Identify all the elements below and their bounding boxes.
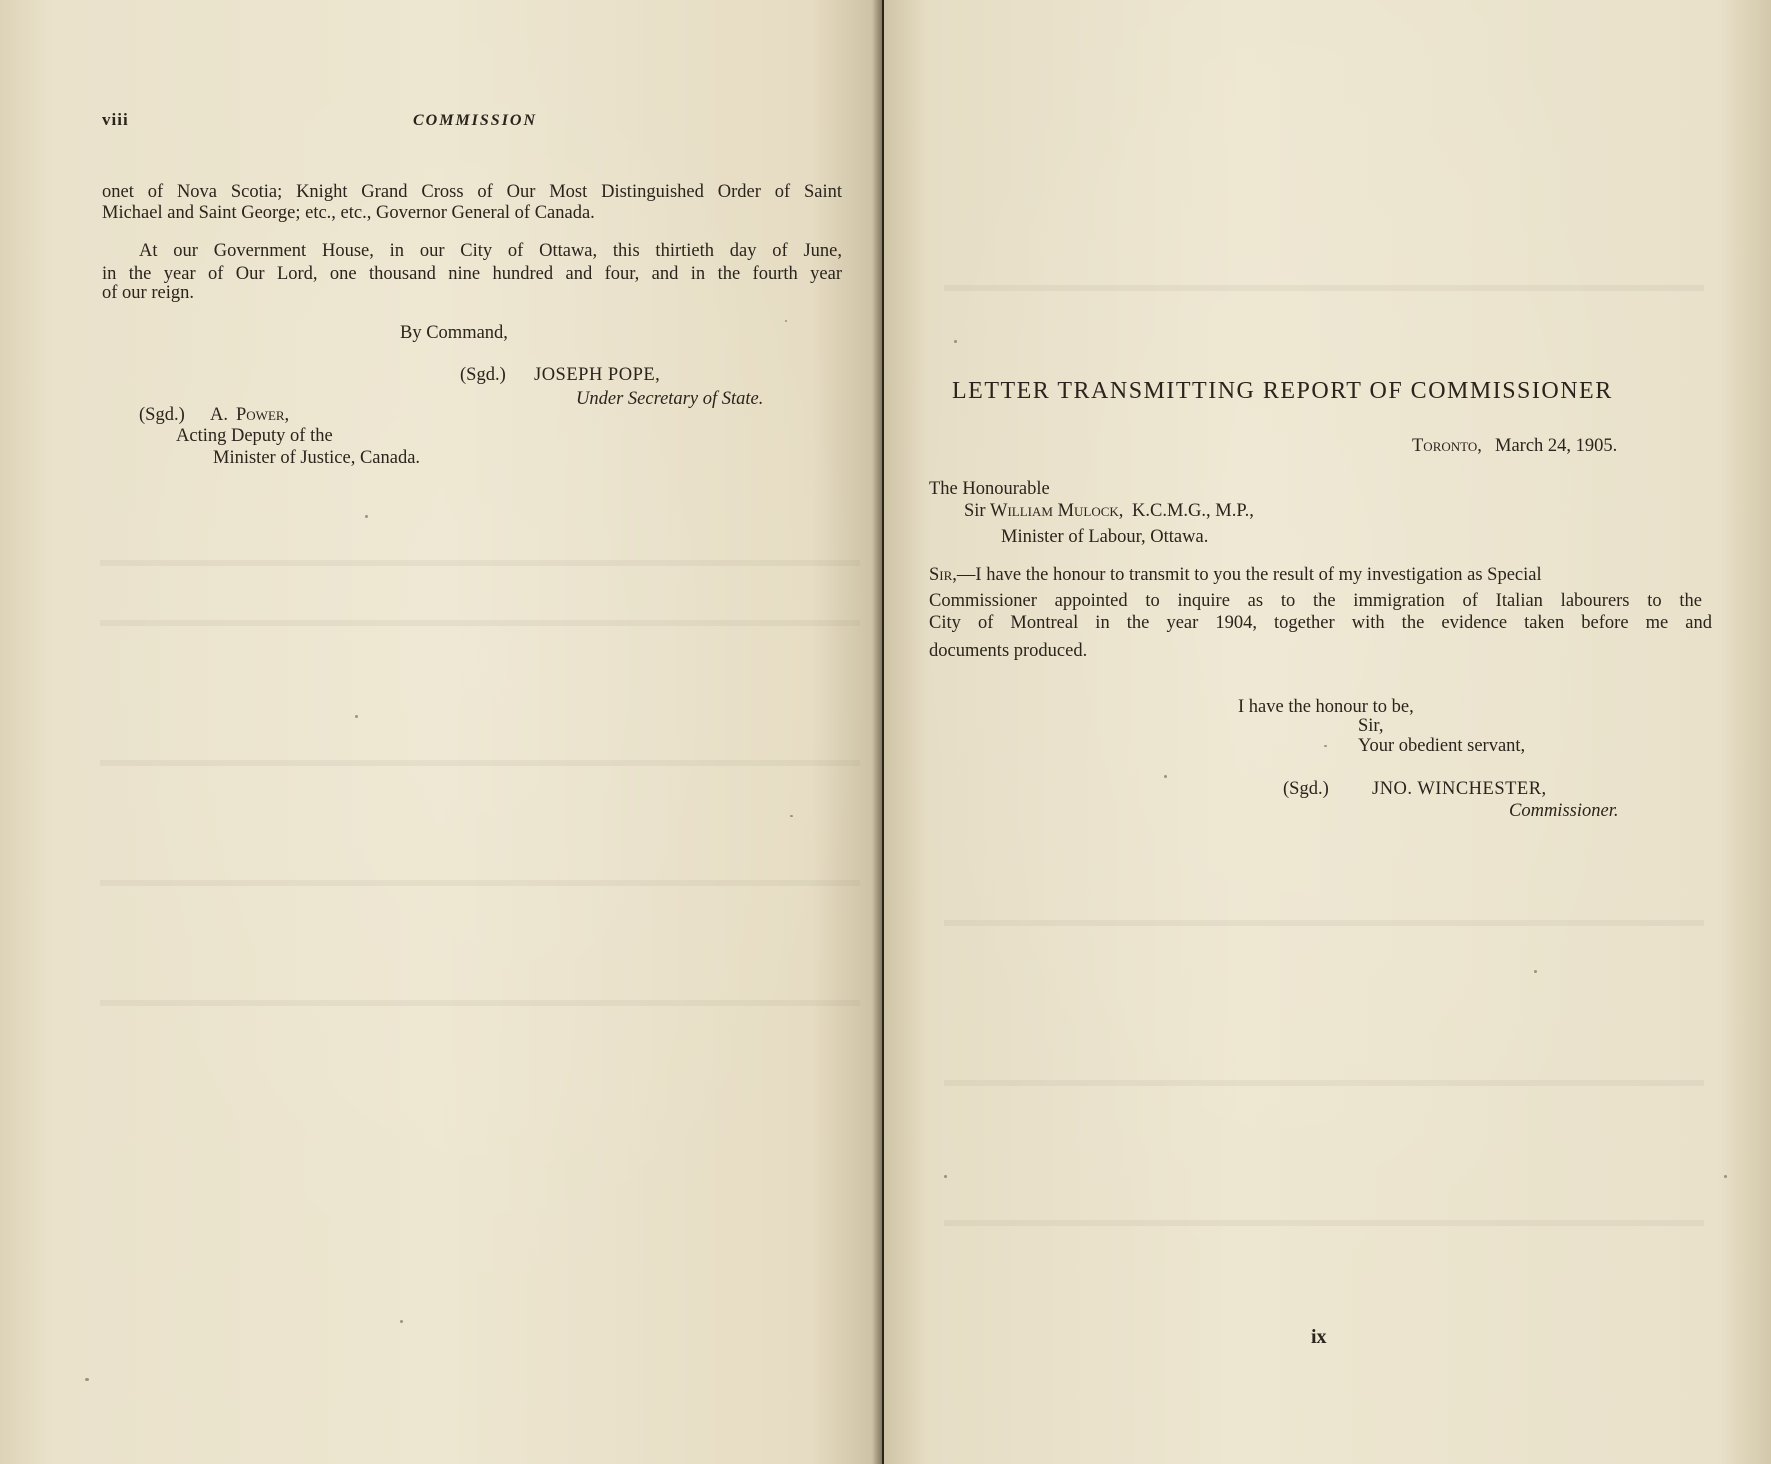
- letter-body-line: documents produced.: [929, 641, 1088, 661]
- signatory-title: Acting Deputy of the: [176, 426, 333, 446]
- addressee-honours: K.C.M.G., M.P.,: [1132, 501, 1254, 521]
- salutation: The Honourable: [929, 479, 1050, 499]
- letter-body-line: [929, 564, 1669, 586]
- left-page: [0, 0, 882, 1464]
- paragraph-line: Michael and Saint George; etc., etc., Governor General of Canada.: [102, 203, 595, 223]
- closing-line: I have the honour to be,: [1238, 697, 1414, 717]
- signature-sgd: (Sgd.): [139, 405, 185, 425]
- addressee-name: William Mulock,: [990, 501, 1124, 521]
- signature-sgd: (Sgd.): [460, 365, 506, 385]
- letter-body-sir: Sir,: [929, 565, 957, 585]
- paragraph-line: At our Government House, in our City of Ottawa, this thirtieth day of June,: [139, 241, 842, 261]
- signatory-name: JOSEPH POPE,: [534, 365, 661, 385]
- signatory-name: Power,: [236, 405, 290, 425]
- letter-heading: LETTER TRANSMITTING REPORT OF COMMISSIONER: [952, 378, 1613, 404]
- signatory-initial: A.: [210, 405, 228, 425]
- signatory-name: JNO. WINCHESTER,: [1372, 779, 1547, 799]
- paragraph-line: onet of Nova Scotia; Knight Grand Cross of Our Most Distinguished Order of Saint: [102, 182, 842, 202]
- closing-line: Sir,: [1358, 716, 1384, 736]
- letter-body-text: —I have the honour to transmit to you the result of my investigation as Special: [956, 565, 1542, 585]
- letter-place: Toronto,: [1412, 436, 1482, 456]
- letter-body-line: City of Montreal in the year 1904, together with the evidence taken before me and: [929, 613, 1712, 633]
- signature-sgd: (Sgd.): [1283, 779, 1329, 799]
- paragraph-line: in the year of Our Lord, one thousand nine hundred and four, and in the fourth year: [102, 264, 842, 284]
- signatory-title: Minister of Justice, Canada.: [213, 448, 421, 468]
- letter-date: March 24, 1905.: [1495, 436, 1618, 456]
- addressee-prefix: Sir: [964, 501, 986, 521]
- right-page: [884, 0, 1771, 1464]
- letter-body-line: Commissioner appointed to inquire as to the immigration of Italian labourers to the: [929, 591, 1702, 611]
- closing-line: Your obedient servant,: [1358, 736, 1526, 756]
- signatory-title: Commissioner.: [1509, 801, 1619, 821]
- signatory-title: Under Secretary of State.: [576, 389, 764, 409]
- running-title: COMMISSION: [413, 112, 538, 129]
- paragraph-line: of our reign.: [102, 283, 194, 303]
- addressee-title: Minister of Labour, Ottawa.: [1001, 527, 1209, 547]
- page-number: ix: [1311, 1326, 1327, 1348]
- page-number: viii: [102, 110, 129, 129]
- by-command: By Command,: [400, 323, 508, 343]
